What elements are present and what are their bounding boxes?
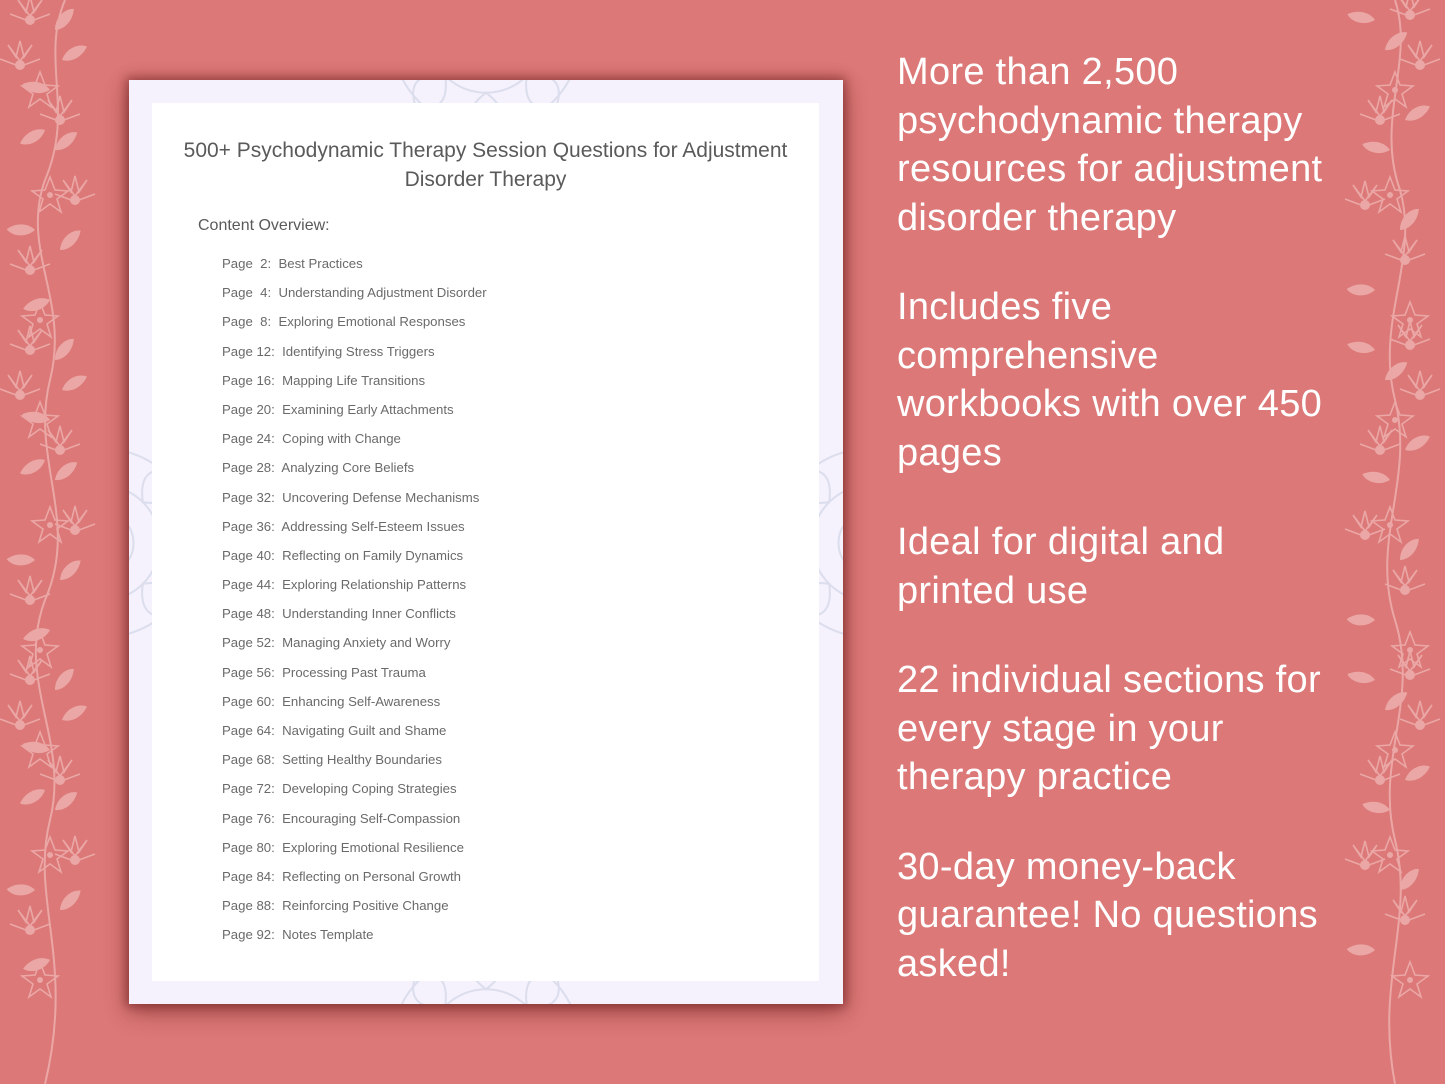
- feature-resources: More than 2,500 psychodynamic therapy resources for adjustment disorder therapy: [897, 51, 1323, 239]
- toc-item: [222, 664, 487, 693]
- toc-item: [222, 897, 487, 926]
- table-of-contents: [222, 255, 487, 956]
- toc-title: Exploring Emotional Responses: [278, 314, 466, 330]
- toc-title: Understanding Inner Conflicts: [282, 606, 456, 622]
- toc-page: Page 76:: [222, 810, 275, 826]
- toc-title: Encouraging Self-Compassion: [282, 810, 461, 826]
- toc-page: Page 40:: [222, 547, 275, 563]
- toc-title: Examining Early Attachments: [282, 401, 454, 417]
- toc-page: Page 36:: [222, 518, 275, 534]
- toc-title: Setting Healthy Boundaries: [282, 752, 442, 768]
- toc-title: Best Practices: [278, 256, 363, 271]
- toc-item: [222, 430, 487, 459]
- toc-title: Understanding Adjustment Disorder: [278, 285, 487, 301]
- toc-page: Page 84:: [222, 868, 275, 884]
- toc-title: Reflecting on Personal Growth: [282, 868, 461, 884]
- toc-item: [222, 343, 487, 372]
- toc-item: [222, 751, 487, 780]
- toc-item: [222, 839, 487, 868]
- feature-workbooks: Includes five comprehensive workbooks with over 450 pages: [897, 286, 1323, 474]
- toc-page: Page 32:: [222, 489, 275, 505]
- document-page: [152, 103, 819, 981]
- toc-item: [222, 459, 487, 488]
- toc-item: [222, 722, 487, 751]
- toc-item: [222, 868, 487, 897]
- feature-list: [897, 48, 1337, 1029]
- toc-title: Managing Anxiety and Worry: [282, 635, 451, 651]
- toc-item: [222, 372, 487, 401]
- toc-title: Coping with Change: [282, 431, 401, 447]
- toc-title: Exploring Relationship Patterns: [282, 577, 467, 593]
- feature-usage: Ideal for digital and printed use: [897, 521, 1225, 612]
- toc-page: Page 28:: [222, 460, 275, 476]
- floral-vine-icon: [0, 0, 130, 1084]
- toc-title: Enhancing Self-Awareness: [282, 693, 441, 709]
- toc-page: Page 4:: [222, 285, 272, 301]
- document-preview: [129, 80, 843, 1004]
- toc-item: [222, 634, 487, 663]
- toc-title: Mapping Life Transitions: [282, 372, 426, 388]
- toc-item: [222, 401, 487, 430]
- toc-page: Page 8:: [222, 314, 272, 330]
- feature-guarantee: 30-day money-back guarantee! No questions asked!: [897, 845, 1318, 985]
- toc-page: Page 52:: [222, 635, 275, 651]
- toc-title: Reflecting on Family Dynamics: [282, 547, 464, 563]
- toc-page: Page 16:: [222, 372, 275, 388]
- toc-item: [222, 926, 487, 955]
- toc-item: [222, 489, 487, 518]
- content-overview-label: Content Overview:: [198, 217, 330, 234]
- floral-vine-icon: [1335, 0, 1445, 1084]
- toc-page: Page 24:: [222, 431, 275, 447]
- toc-page: Page 68:: [222, 752, 275, 768]
- toc-page: Page 60:: [222, 693, 275, 709]
- document-title: 500+ Psychodynamic Therapy Session Questions for Adjustment Disorder Therapy: [183, 139, 788, 191]
- toc-page: Page 72:: [222, 781, 275, 797]
- toc-page: Page 92:: [222, 927, 275, 943]
- toc-title: Navigating Guilt and Shame: [282, 723, 447, 738]
- toc-item: [222, 810, 487, 839]
- toc-title: Reinforcing Positive Change: [282, 898, 449, 914]
- toc-page: Page 80:: [222, 839, 275, 855]
- toc-item: [222, 780, 487, 809]
- toc-page: Page 48:: [222, 606, 275, 622]
- toc-item: [222, 518, 487, 547]
- toc-title: Addressing Self-Esteem Issues: [281, 518, 465, 534]
- toc-item: [222, 255, 487, 284]
- toc-title: Developing Coping Strategies: [282, 781, 457, 797]
- toc-item: [222, 313, 487, 342]
- toc-page: Page 44:: [222, 577, 275, 593]
- toc-title: Analyzing Core Beliefs: [281, 460, 415, 476]
- toc-title: Exploring Emotional Resilience: [282, 839, 464, 855]
- toc-item: [222, 284, 487, 313]
- toc-item: [222, 576, 487, 605]
- toc-page: Page 88:: [222, 898, 275, 914]
- toc-item: [222, 693, 487, 722]
- feature-sections: 22 individual sections for every stage in your therapy practice: [897, 659, 1321, 798]
- toc-item: [222, 605, 487, 634]
- toc-title: Notes Template: [282, 927, 374, 943]
- toc-item: [222, 547, 487, 576]
- toc-page: Page 12:: [222, 343, 275, 359]
- toc-title: Uncovering Defense Mechanisms: [282, 489, 480, 505]
- toc-page: Page 64:: [222, 723, 275, 738]
- toc-title: Identifying Stress Triggers: [282, 343, 435, 359]
- toc-page: Page 2:: [222, 256, 272, 271]
- toc-title: Processing Past Trauma: [282, 664, 426, 680]
- toc-page: Page 20:: [222, 401, 275, 417]
- toc-page: Page 56:: [222, 664, 275, 680]
